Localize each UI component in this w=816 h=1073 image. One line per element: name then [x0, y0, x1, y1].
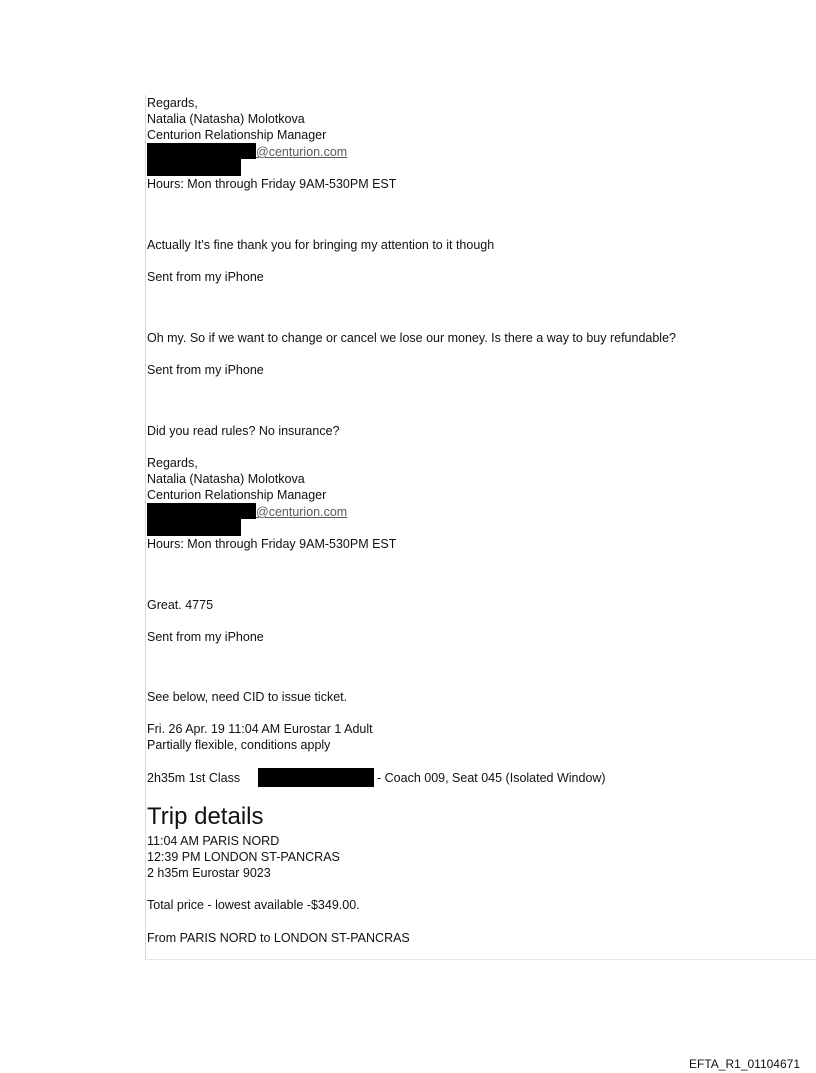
signature-name: Natalia (Natasha) Molotkova — [147, 112, 305, 126]
signature-hours: Hours: Mon through Friday 9AM-530PM EST — [147, 537, 397, 551]
trip-duration: 2 h35m Eurostar 9023 — [147, 866, 271, 880]
sent-from-line: Sent from my iPhone — [147, 630, 264, 644]
signature-email-link[interactable]: @centurion.com — [256, 505, 348, 519]
signature-closing: Regards, — [147, 96, 198, 110]
message-text: Actually It’s fine thank you for bringing my attention to it though — [147, 238, 495, 252]
trip-departure: 11:04 AM PARIS NORD — [147, 834, 280, 848]
trip-details-heading: Trip details — [147, 803, 264, 830]
ticket-line: Fri. 26 Apr. 19 11:04 AM Eurostar 1 Adult — [147, 722, 373, 736]
trip-total-price: Total price - lowest available -$349.00. — [147, 898, 360, 912]
redaction-block — [258, 768, 374, 787]
message-text: Oh my. So if we want to change or cancel we lose our money. Is there a way to buy refundable? — [147, 331, 676, 345]
sent-from-line: Sent from my iPhone — [147, 363, 264, 377]
ticket-class: 2h35m 1st Class — [147, 771, 241, 785]
message-text: Great. 4775 — [147, 598, 214, 612]
redaction-block — [147, 519, 241, 536]
signature-title: Centurion Relationship Manager — [147, 488, 327, 502]
signature-email-link[interactable]: @centurion.com — [256, 145, 348, 159]
signature-title: Centurion Relationship Manager — [147, 128, 327, 142]
trip-route: From PARIS NORD to LONDON ST-PANCRAS — [147, 931, 410, 945]
sent-from-line: Sent from my iPhone — [147, 270, 264, 284]
redaction-block — [147, 159, 241, 176]
redaction-block — [147, 503, 256, 519]
signature-closing: Regards, — [147, 456, 198, 470]
signature-name: Natalia (Natasha) Molotkova — [147, 472, 305, 486]
ticket-seat: - Coach 009, Seat 045 (Isolated Window) — [377, 771, 606, 785]
redaction-block — [147, 143, 256, 159]
trip-arrival: 12:39 PM LONDON ST-PANCRAS — [147, 850, 340, 864]
message-text: See below, need CID to issue ticket. — [147, 690, 348, 704]
message-text: Did you read rules? No insurance? — [147, 424, 340, 438]
signature-hours: Hours: Mon through Friday 9AM-530PM EST — [147, 177, 397, 191]
ticket-conditions: Partially flexible, conditions apply — [147, 738, 331, 752]
document-id: EFTA_R1_01104671 — [689, 1057, 800, 1071]
